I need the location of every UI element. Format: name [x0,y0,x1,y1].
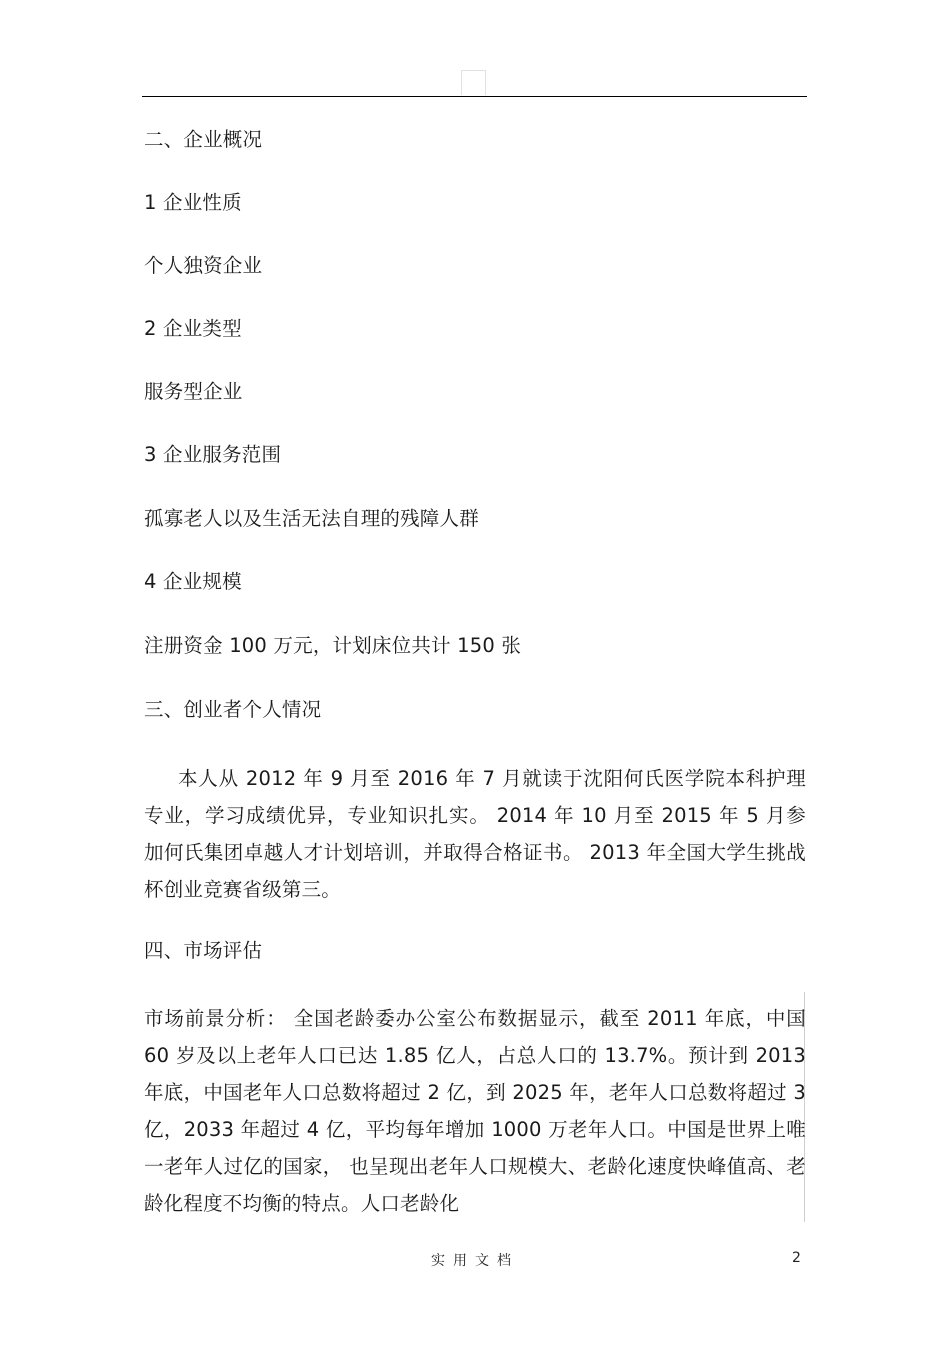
value-scope: 孤寡老人以及生活无法自理的残障人群 [144,507,479,530]
value-scale: 注册资金 100 万元，计划床位共计 150 张 [144,634,522,657]
value-type: 服务型企业 [144,380,243,403]
subheading-scope: 3 企业服务范围 [144,443,282,466]
section-heading-overview: 二、企业概况 [144,128,263,151]
subheading-scale: 4 企业规模 [144,570,242,593]
section-heading-founder: 三、创业者个人情况 [144,698,322,721]
section-heading-market: 四、市场评估 [144,939,263,962]
footer-label: 实用文档 [431,1253,519,1269]
market-paragraph: 市场前景分析： 全国老龄委办公室公布数据显示，截至 2011 年底，中国 60 岁及以上老年人口已达 1.85 亿人，占总人口的 13.7%。预计到 2013 年底，中国老年人口总数将超过 2 亿，到 2025 年，老年人口总数将超过 3 亿，2033 年超过 4 亿，平均每年增加 1000 万老年人口。中国是世界上唯一老年人过亿的国家， 也呈现出老年人口规模大、老龄化速度快峰值高、老龄化程度不均衡的特点。人口老龄化 [144,1007,806,1215]
founder-paragraph: 本人从 2012 年 9 月至 2016 年 7 月就读于沈阳何氏医学院本科护理专业，学习成绩优异，专业知识扎实。 2014 年 10 月至 2015 年 5 月参加何氏集团卓越人才计划培训，并取得合格证书。 2013 年全国大学生挑战杯创业竞赛省级第三。 [144,767,806,901]
subheading-type: 2 企业类型 [144,317,242,340]
page-number: 2 [792,1250,801,1266]
header-box [461,70,486,95]
subheading-nature: 1 企业性质 [144,191,242,214]
value-nature: 个人独资企业 [144,254,263,277]
header-rule [142,96,807,97]
